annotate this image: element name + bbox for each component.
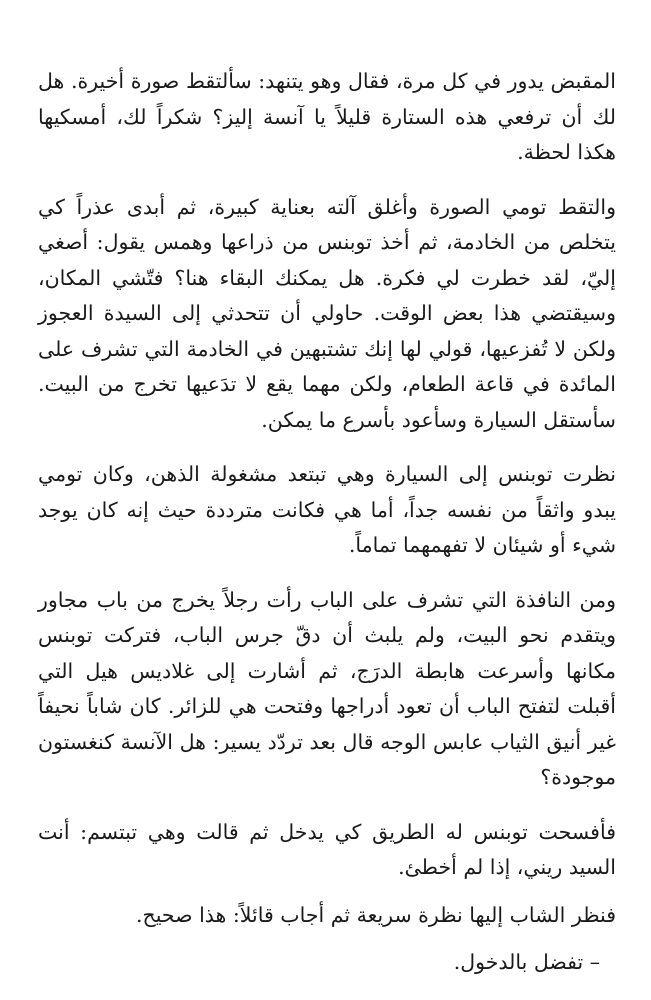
paragraph-6: فنظر الشاب إليها نظرة سريعة ثم أجاب قائلاً: هذا صحيح. <box>136 902 616 927</box>
paragraph-2: والتقط تومي الصورة وأغلق آلته بعناية كبيرة، ثم أبدى عذراً كي يتخلص من الخادمة، ثم أخذ توبنس من ذراعها وهمس يقول: أصغي إليّ، لقد خطرت لي فكرة. هل يمكنك البقاء هنا؟ فتّشي المكان، وسيقتضي هذا بعض الوقت. حاولي أن تتحدثي إلى السيدة العجوز ولكن لا تُفزعيها، قولي لها إنك تشتبهين في الخادمة التي تشرف على المائدة في قاعة الطعام، ولكن مهما يقع لا تدَعيها تخرج من البيت. سأستقل السيارة وسأعود بأسرع ما يمكن. <box>38 194 616 432</box>
paragraph-4: ومن النافذة التي تشرف على الباب رأت رجلاً يخرج من باب مجاور ويتقدم نحو البيت، ولم يلبث أن دقّ جرس الباب، فتركت توبنس مكانها وأسرعت هابطة الدرَج، ثم أشارت إلى غلاديس هيل التي أقبلت لتفتح الباب أن تعود أدراجها وفتحت هي للزائر. كان شاباً نحيفاً غير أنيق الثياب عابس الوجه قال بعد تردّد يسير: هل الآنسة كنغستون موجودة؟ <box>38 587 616 789</box>
dialogue-line: – تفضل بالدخول. <box>453 950 600 974</box>
paragraph-1: المقبض يدور في كل مرة، فقال وهو يتنهد: سألتقط صورة أخيرة. هل لك أن ترفعي هذه الستارة قليلاً يا آنسة إليز؟ شكراً لك، أمسكيها هكذا لحظة. <box>38 69 616 164</box>
paragraph-5: فأفسحت توبنس له الطريق كي يدخل ثم قالت وهي تبتسم: أنت السيد ريني، إذا لم أخطئ. <box>38 819 616 879</box>
paragraph-3: نظرت توبنس إلى السيارة وهي تبتعد مشغولة الذهن، وكان تومي يبدو واثقاً من نفسه جداً، أما هي فكانت مترددة حيث إنه كان يوجد شيء أو شيئان لا تفهمهما تماماً. <box>38 462 616 557</box>
book-page <box>38 64 616 981</box>
